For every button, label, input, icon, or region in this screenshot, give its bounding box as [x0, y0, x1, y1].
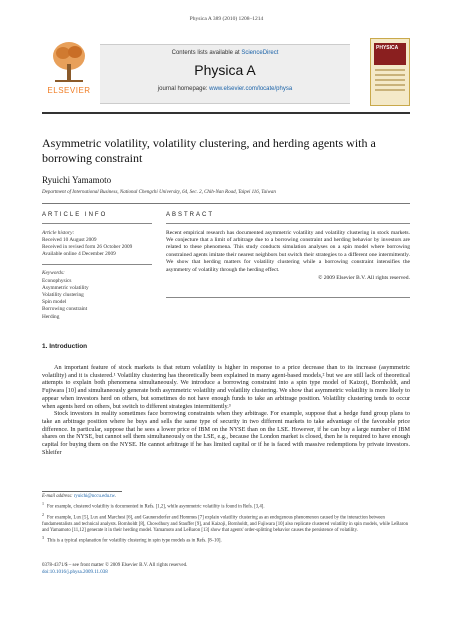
email-label: E-mail address:: [42, 494, 74, 499]
footnote-text: For example, Lux [5], Lux and Marchesi [6], and Gaunersdorfer and Hommes [7] explain volatility clustering as an endogenous phenomenon caused by the interaction between fundamentalists and technical analysts. Bornholdt [8], Chowdhury and Stauffer [9], and Kaizoji, Bornholdt, and Fujiwara [10] also replicate clustered volatility in spin models, while LeBaron and Yamamoto [11,12] generate it in their herding model. Yamamoto and LeBaron [13] show that agents' order-splitting behavior causes the persistence of volatility.: [42, 515, 408, 533]
intro-paragraph: An important feature of stock markets is that return volatility is higher in response to a price decrease than to its increase (asymmetric volatility) and it is clustered.¹ Volatility clustering has theoretically been explained in many agent-based models,² but we are still lack of theoretical attempts to explain both phenomena simultaneously. We introduce a borrowing constraint into a spin type model of Kaizoji, Bornholdt, and Fujiwara [10] and simultaneously generate both asymmetric volatility and volatility clustering. We show that asymmetric volatility is more likely to appear when investors herd on others, but sometimes do not have enough funds to take an arbitrage position. Volatility clustering tends to occur when agents herd on others, but switch to different strategies intermittently.³: [42, 364, 410, 410]
introduction-body: [42, 364, 410, 456]
sciencedirect-link[interactable]: ScienceDirect: [241, 50, 279, 56]
footnote-text: This is a typical explanation for volatility clustering in spin type models as in Refs. [8–10].: [47, 538, 222, 544]
article-author: Ryuichi Yamamoto: [42, 175, 112, 185]
keyword-item: Volatility clustering: [42, 291, 84, 298]
abstract-heading-rule: [166, 223, 410, 224]
abstract-text: Recent empirical research has documented asymmetric volatility and volatility clustering in stock markets. We conjecture that a limit of arbitrage due to a borrowing constraint and herding behavior by investors are related to these phenomena. This study conducts simulation analyses on a spin model where borrowing constrained agents imitate their nearest neighbors but switch their strategies to a different one intermittently. We show that herding matters for volatility clustering while a borrowing constraint intensifies the asymmetry of volatility through the herding effect.: [166, 229, 410, 273]
footnote-number: 1: [42, 501, 44, 507]
contents-line: [100, 50, 350, 56]
history-label: Article history:: [42, 229, 75, 236]
article-meta-footer: [42, 563, 187, 576]
copyright-notice: © 2009 Elsevier B.V. All rights reserved.: [318, 274, 410, 281]
header-divider: [42, 112, 410, 114]
author-affiliation: Department of International Business, National Chengchi University, 64, Sec. 2, Chih-Nan Road, Taipei 116, Taiwan: [42, 190, 276, 195]
journal-name: Physica A: [194, 62, 256, 78]
abstract-heading: ABSTRACT: [166, 212, 215, 218]
keyword-item: Asymmetric volatility: [42, 284, 89, 291]
keyword-item: Econophysics: [42, 277, 72, 284]
keywords-block: [42, 264, 152, 320]
elsevier-logo: [42, 38, 96, 104]
keyword-item: Spin model: [42, 299, 67, 306]
title-divider: [42, 203, 410, 204]
elsevier-wordmark: ELSEVIER: [47, 86, 91, 95]
footnote: [42, 501, 410, 511]
homepage-line: [100, 86, 350, 92]
footnote: [42, 512, 410, 534]
article-title: Asymmetric volatility, volatility clustering, and herding agents with a borrowing constraint: [42, 136, 376, 165]
cover-text-lines: [375, 69, 405, 94]
journal-header: [42, 38, 410, 108]
history-item: Available online 4 December 2009: [42, 251, 116, 258]
footnote-number: 2: [42, 512, 44, 517]
journal-cover-thumbnail: [370, 38, 410, 106]
history-item: Received 10 August 2009: [42, 236, 97, 243]
keywords-label: Keywords:: [42, 270, 65, 277]
intro-paragraph: Stock investors in reality sometimes face borrowing constraints when they arbitrage. For example, suppose that a hedge fund group plans to take an arbitrage position where he buys and sells the same type of security in two different markets to take advantage of the favorable price difference. In particular, suppose that he sees a lower price of IBM on the NYSE than on the LSE. However, if he can buy a large number of IBM shares on the NYSE, but cannot sell them simultaneously on the LSE, e.g., because the London market is closed, then he is required to have enough capital for buying them on the NYSE. He cannot arbitrage if he has limited capital or if he is faced with massive redemptions by private investors. Shleifer: [42, 410, 410, 456]
footnote: [42, 535, 410, 545]
homepage-prefix: journal homepage:: [157, 86, 210, 92]
journal-homepage-link[interactable]: www.elsevier.com/locate/physa: [209, 86, 293, 92]
article-info-rule: [42, 223, 152, 224]
citation-line: Physica A 389 (2010) 1208–1214: [189, 16, 264, 22]
doi-link[interactable]: doi:10.1016/j.physa.2009.11.038: [42, 569, 108, 575]
keyword-item: Herding: [42, 313, 60, 320]
history-item: Received in revised form 26 October 2009: [42, 243, 133, 250]
article-history: [42, 230, 152, 259]
footnote-divider: [42, 491, 122, 492]
author-email: E-mail address: ryuichi@nccu.edu.tw.: [42, 494, 116, 499]
article-info-heading: ARTICLE INFO: [42, 212, 108, 218]
issn-line: 0378-4371/$ – see front matter © 2009 Elsevier B.V. All rights reserved.: [42, 563, 188, 568]
footnote-text: For example, clustered volatility is documented in Refs. [1,2], while asymmetric volatility is found in Refs. [3,4].: [47, 504, 265, 510]
introduction-heading: 1. Introduction: [42, 343, 88, 350]
email-link[interactable]: ryuichi@nccu.edu.tw: [73, 494, 115, 499]
article-info-panel: [42, 212, 152, 321]
contents-prefix: Contents lists available at: [171, 50, 242, 56]
footnote-number: 3: [42, 535, 44, 541]
keyword-item: Borrowing constraint: [42, 306, 88, 313]
cover-title: PHYSICA: [376, 45, 399, 51]
footnotes: [42, 494, 410, 545]
header-band: [100, 44, 350, 104]
abstract-panel: [166, 212, 410, 297]
elsevier-tree-icon: [49, 38, 89, 86]
abstract-bottom-rule: [166, 297, 410, 298]
